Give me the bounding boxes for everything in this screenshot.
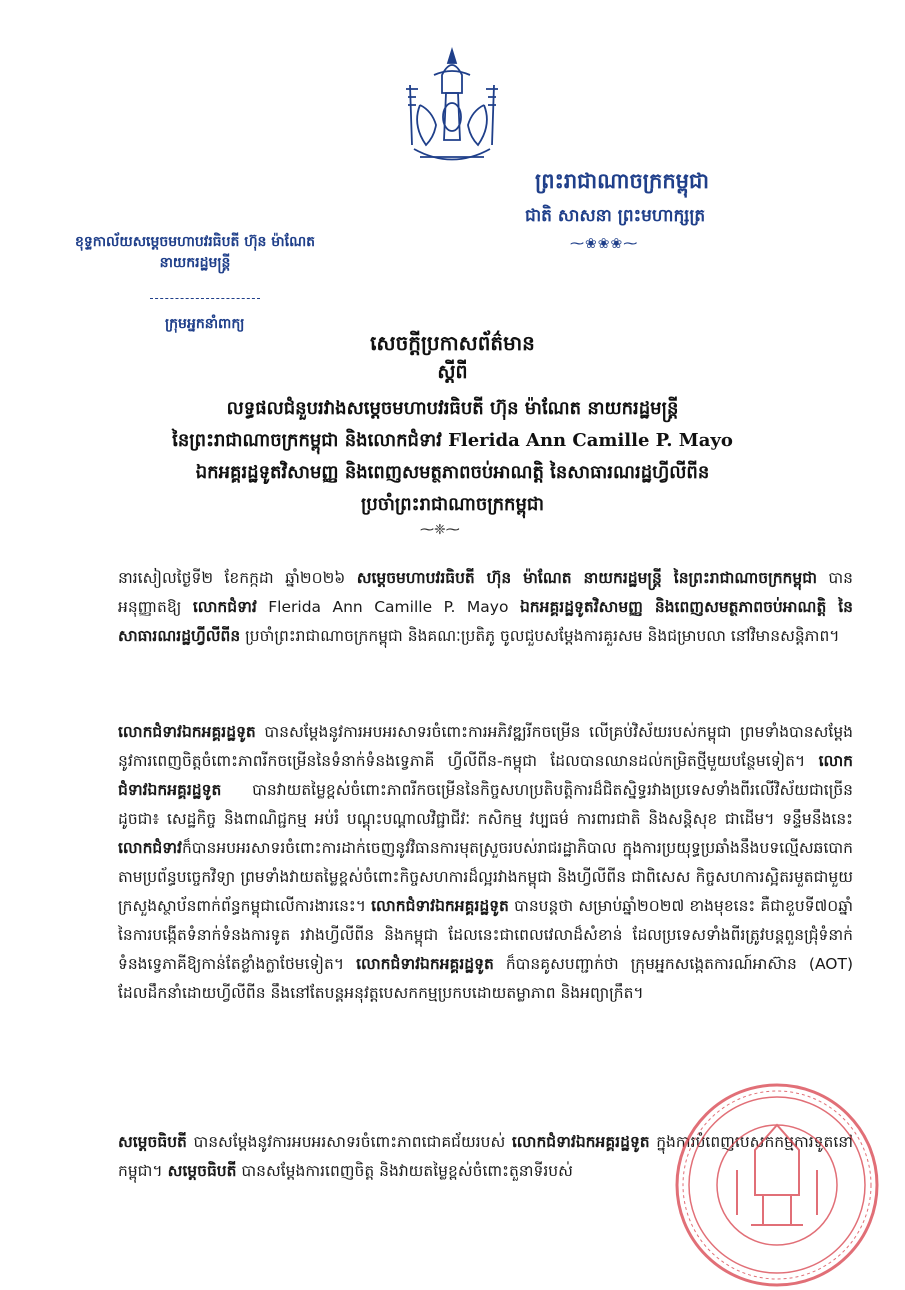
bold-run: សម្ដេចធិបតី [118,1133,187,1151]
document-title: សេចក្ដីប្រកាសព័ត៌មាន [370,331,535,355]
text-run: នារសៀលថ្ងៃទី២ ខែកក្កដា ឆ្នាំ២០២៦ [118,569,357,587]
text-run: បានសម្ដែងការពេញចិត្ត និងវាយតម្លៃខ្ពស់ចំពោះតួនាទីរបស់ [236,1162,573,1180]
title-subject-label: ស្ដីពី [437,361,468,383]
bold-run: លោកជំទាវឯកអគ្គរដ្ឋទូត [371,897,509,915]
paragraph-2 [118,718,853,1008]
title-line-5: ឯកអគ្គរដ្ឋទូតវិសាមញ្ញ និងពេញសមត្ថភាពចប់អាណត្តិ នៃសាធារណរដ្ឋហ្វីលីពីន [195,462,710,483]
floral-ornament-icon: ⁓❈⁓ [420,522,460,538]
text-run: បានសម្ដែងនូវការអបអរសាទរចំពោះការអភិវឌ្ឍរីកចម្រើន លើគ្រប់វិស័យរបស់កម្ពុជា ព្រមទាំងបានសម្ដែងនូវការពេញចិត្តចំពោះភាពរីកចម្រើននៃទំនាក់ទំនងទ្វេភាគី ហ្វីលីពីន-កម្ពុជា ដែលបានឈានដល់កម្រិតថ្មីមួយបន្ថែមទៀត។ [118,723,853,770]
text-run: Flerida Ann Camille P. Mayo [256,598,520,616]
bold-run: ឯកអគ្គរដ្ឋទូតវិសាមញ្ញ និងពេញសមត្ថភាពចប់អាណត្តិ នៃសាធារណរដ្ឋហ្វីលីពីន [118,598,853,645]
bold-run: លោកជំទាវឯកអគ្គរដ្ឋទូត [511,1133,650,1151]
royal-arms-emblem-icon [390,45,515,170]
paragraph-1 [118,564,853,651]
bold-run: លោកជំទាវ [118,839,182,857]
national-motto: ជាតិ សាសនា ព្រះមហាក្សត្រ [525,206,706,226]
bold-run: លោកជំទាវឯកអគ្គរដ្ឋទូត [118,723,256,741]
text-run: បានវាយតម្លៃខ្ពស់ចំពោះភាពរីកចម្រើននៃកិច្ចសហប្រតិបត្តិការដ៏ជិតស្និទ្ធរវាងប្រទេសទាំងពីរលើវិស័យជាច្រើន ដូចជា៖ សេដ្ឋកិច្ច និងពាណិជ្ជកម្ម អប់រំ បណ្ដុះបណ្ដាលវិជ្ជាជីវៈ កសិកម្ម វប្បធម៌ ការពារជាតិ និងសន្តិសុខ ជាដើម។ ទន្ទឹមនឹងនេះ [118,781,853,828]
press-unit: ក្រុមអ្នកនាំពាក្យ [165,316,245,332]
floral-ornament-icon: ⁓❀❀❀⁓ [570,236,639,252]
text-run: បានអនុញ្ញាតឱ្យ [118,569,854,616]
divider [150,298,260,299]
official-seal-stamp [655,1075,900,1290]
text-run: បានបន្តថា សម្រាប់ឆ្នាំ២០២៧ ខាងមុខនេះ គឺជាខួបទី៧០ឆ្នាំ នៃការបង្កើតទំនាក់ទំនងការទូត រវាងហ្វីលីពីន និងកម្ពុជា ដែលនេះជាពេលវេលាដ៏សំខាន់ ដែលប្រទេសទាំងពីរត្រូវបន្តពួនជ្រុំទំនាក់ទំនងទ្វេភាគីឱ្យកាន់តែខ្លាំងក្លាថែមទៀត។ [118,897,853,973]
title-line-3: លទ្ធផលជំនួបរវាងសម្ដេចមហាបវរធិបតី ហ៊ុន ម៉ាណែត នាយករដ្ឋមន្ត្រី [226,398,679,419]
text-run: ប្រចាំព្រះរាជាណាចក្រកម្ពុជា និងគណៈប្រតិភូ ចូលជួបសម្ដែងការគួរសម និងជម្រាបលា នៅវិមានសន្តិភាព។ [240,627,840,645]
title-line-4: នៃព្រះរាជាណាចក្រកម្ពុជា និងលោកជំទាវ Flerida Ann Camille P. Mayo [172,430,733,451]
office-line-2: នាយករដ្ឋមន្ត្រី [159,255,231,271]
office-line-1: ខុទ្ទកាល័យសម្ដេចមហាបវរធិបតី ហ៊ុន ម៉ាណែត [74,234,316,250]
kingdom-name: ព្រះរាជាណាចក្រកម្ពុជា [535,168,710,193]
bold-run: លោកជំទាវឯកអគ្គរដ្ឋទូត [356,955,494,973]
text-run: ក្នុងការបំពេញបេសកកម្មការទូតនៅកម្ពុជា។ [118,1133,853,1180]
text-run: ក៏បានអបអរសាទរចំពោះការដាក់ចេញនូវវិធានការមុតស្រួចរបស់រាជរដ្ឋាភិបាល ក្នុងការប្រយុទ្ធប្រឆាំងនឹងបទល្មើសឆបោកតាមប្រព័ន្ធបច្ចេកវិទ្យា ព្រមទាំងវាយតម្លៃខ្ពស់ចំពោះកិច្ចសហការដ៏ល្អរវាងកម្ពុជា និងហ្វីលីពីន ជាពិសេស កិច្ចសហការស្អិតរមួតជាមួយក្រសួងស្ថាប័នពាក់ព័ន្ធកម្ពុជាលើការងារនេះ។ [118,839,853,915]
text-run: បានសម្ដែងនូវការអបអរសាទរចំពោះភាពជោគជ័យរបស់ [186,1133,512,1151]
bold-run: សម្ដេចធិបតី [167,1162,237,1180]
bold-run: លោកជំទាវ [192,598,257,616]
title-line-6: ប្រចាំព្រះរាជាណាចក្រកម្ពុជា [360,494,545,515]
text-run: ក៏បានគូសបញ្ជាក់ថា ក្រុមអ្នកសង្កេតការណ៍អាស៊ាន (AOT) ដែលដឹកនាំដោយហ្វីលីពីន នឹងនៅតែបន្តអនុវត្តបេសកកម្មប្រកបដោយតម្លាភាព និងអព្យាក្រឹត។ [118,955,853,1002]
bold-run: សម្ដេចមហាបវរធិបតី ហ៊ុន ម៉ាណែត នាយករដ្ឋមន្ត្រី នៃព្រះរាជាណាចក្រកម្ពុជា [356,569,817,587]
bold-run: លោកជំទាវឯកអគ្គរដ្ឋទូត [118,752,853,799]
issuing-office [15,232,375,274]
